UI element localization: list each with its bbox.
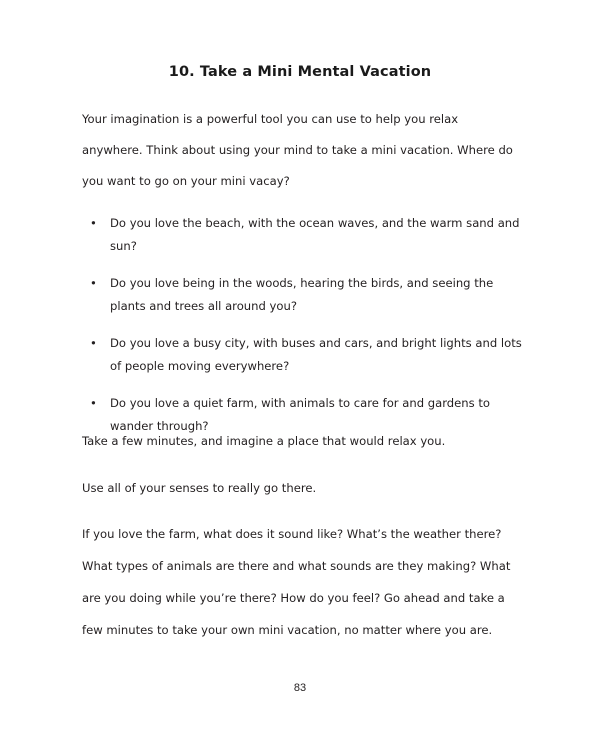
- bullet-item: [82, 332, 522, 378]
- body-paragraph-2: Use all of your senses to really go there.: [82, 481, 317, 495]
- bullet-icon: •: [90, 396, 97, 410]
- bullet-list: [82, 212, 522, 452]
- bullet-text: Do you love being in the woods, hearing the birds, and seeing the plants and trees all around you?: [110, 276, 494, 313]
- bullet-item: [82, 272, 522, 318]
- body-paragraph-3: If you love the farm, what does it sound like? What’s the weather there? What types of animals are there and what sounds are they making? What are you doing while you’re there? How do you feel? Go ahead and take a few minutes to take your own mini vacation, no matter where you are.: [82, 527, 511, 637]
- bullet-icon: •: [90, 336, 97, 350]
- bullet-text: Do you love a busy city, with buses and cars, and bright lights and lots of people moving everywhere?: [110, 336, 522, 373]
- page-number: 83: [293, 682, 307, 694]
- bullet-icon: •: [90, 276, 97, 290]
- section-title: 10. Take a Mini Mental Vacation: [168, 64, 432, 80]
- bullet-text: Do you love a quiet farm, with animals to care for and gardens to wander through?: [110, 396, 490, 433]
- bullet-item: [82, 212, 522, 258]
- body-paragraph-1: Take a few minutes, and imagine a place that would relax you.: [82, 434, 446, 448]
- intro-paragraph: Your imagination is a powerful tool you can use to help you relax anywhere. Think about using your mind to take a mini vacation. Where do you want to go on your mini vacay?: [82, 112, 513, 188]
- bullet-icon: •: [90, 216, 97, 230]
- bullet-text: Do you love the beach, with the ocean waves, and the warm sand and sun?: [110, 216, 520, 253]
